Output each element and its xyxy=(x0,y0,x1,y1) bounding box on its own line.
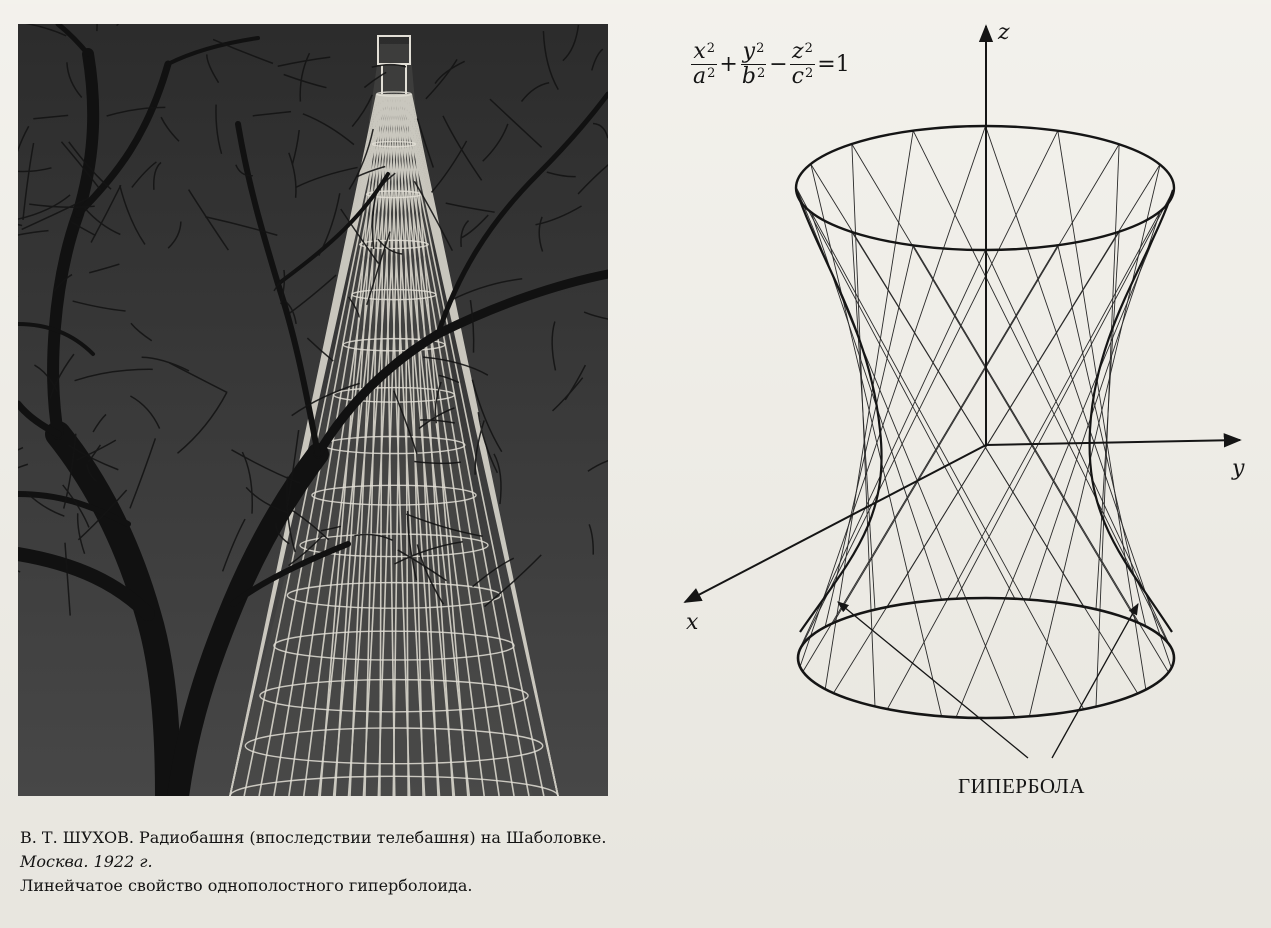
y-axis xyxy=(986,440,1240,445)
ruling-line xyxy=(811,212,1084,709)
figure-caption xyxy=(20,826,920,898)
equals-one: =1 xyxy=(817,51,850,77)
plus-sign: + xyxy=(719,51,738,77)
caption-place-date: Москва. 1922 г. xyxy=(20,852,153,871)
ruling-line xyxy=(852,144,1138,623)
hyperboloid-equation xyxy=(690,34,851,94)
fraction-x: $\frac{x^2}{a^2}$ xyxy=(693,39,716,89)
minus-sign: − xyxy=(769,51,788,77)
shukhov-tower-photo xyxy=(18,24,608,796)
ruling-line xyxy=(913,245,1168,672)
ruling-line xyxy=(800,126,986,667)
ruling-line xyxy=(803,245,1058,672)
z-axis-label: z xyxy=(998,20,1010,45)
fraction-y: $\frac{y^2}{b^2}$ xyxy=(741,39,766,89)
caption-title: В. Т. ШУХОВ. Радиобашня (впоследствии телебашня) на Шаболовке. xyxy=(20,828,607,847)
fraction-z: $\frac{z^2}{c^2}$ xyxy=(791,39,814,89)
y-axis-label: y xyxy=(1232,456,1245,481)
ruling-line xyxy=(887,212,1160,709)
ruling-line xyxy=(833,144,1119,623)
ruling-line xyxy=(986,126,1172,667)
x-axis-label: x xyxy=(686,610,699,635)
hyperboloid-diagram xyxy=(612,0,1271,810)
caption-description: Линейчатое свойство однополостного гиперболоида. xyxy=(20,876,473,895)
ruling-line xyxy=(811,164,1084,607)
pointer-right xyxy=(1052,604,1138,758)
tower-photo-illustration xyxy=(18,24,608,796)
hyperbola-label: ГИПЕРБОЛА xyxy=(958,774,1085,798)
ruling-line xyxy=(800,250,986,649)
